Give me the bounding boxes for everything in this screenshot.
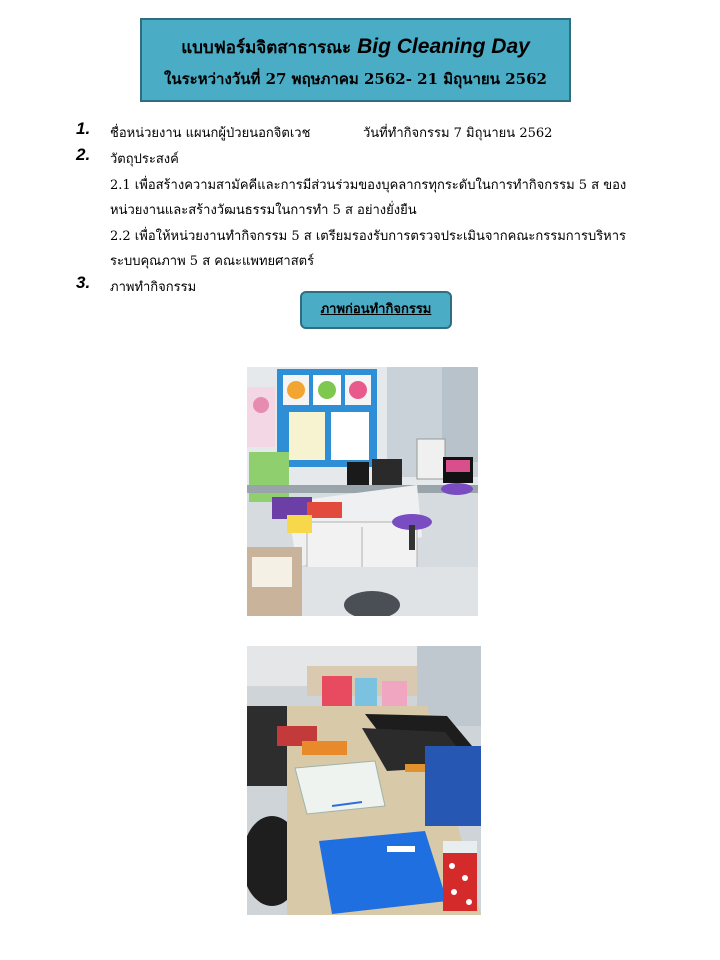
form-title-english: Big Cleaning Day: [357, 35, 530, 58]
section-3-number: 3.: [76, 273, 91, 292]
unit-name: ชื่อหน่วยงาน แผนกผู้ป่วยนอกจิตเวช: [110, 126, 311, 141]
objective-1-line-2: หน่วยงานและสร้างวัฒนธรรมในการทำ 5 ส อย่างยั่งยืน: [110, 203, 417, 218]
before-photo-2: [247, 646, 481, 915]
before-activity-label: ภาพก่อนทำกิจกรรม: [300, 291, 452, 329]
objective-1-line-1: 2.1 เพื่อสร้างความสามัคคีและการมีส่วนร่วมของบุคลากรทุกระดับในการทำกิจกรรม 5 ส ของ: [110, 178, 627, 193]
objectives-title: วัตถุประสงค์: [110, 152, 179, 167]
form-title: [142, 34, 569, 61]
before-photo-1: [247, 367, 478, 616]
activity-date: วันที่ทำกิจกรรม 7 มิถุนายน 2562: [363, 126, 553, 141]
photos-title: ภาพทำกิจกรรม: [110, 280, 197, 295]
form-period: ในระหว่างวันที่ 27 พฤษภาคม 2562- 21 มิถุนายน 2562: [164, 70, 547, 88]
form-title-thai: แบบฟอร์มจิตสาธารณะ: [181, 38, 352, 58]
objective-2-line-2: ระบบคุณภาพ 5 ส คณะแพทยศาสตร์: [110, 254, 315, 269]
section-1-number: 1.: [76, 119, 91, 138]
title-box: [140, 18, 571, 102]
section-2-number: 2.: [76, 145, 91, 164]
objective-2-line-1: 2.2 เพื่อให้หน่วยงานทำกิจกรรม 5 ส เตรียมรองรับการตรวจประเมินจากคณะกรรมการบริหาร: [110, 229, 627, 244]
